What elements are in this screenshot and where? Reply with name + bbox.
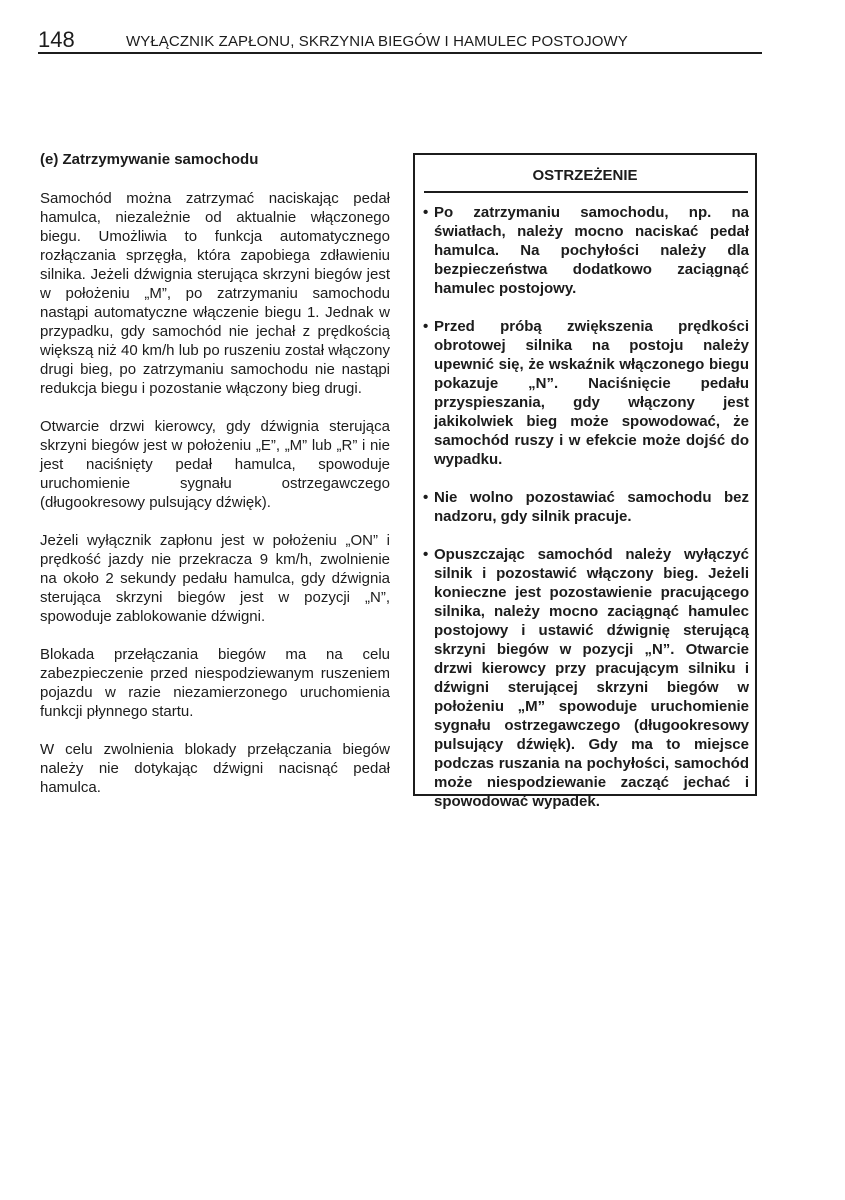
section-heading: (e) Zatrzymywanie samochodu [40,151,259,168]
paragraph-lock-purpose: Blokada przełączania biegów ma na celu zabezpieczenie przed niespodziewanym ruszeniem pojazdu w razie niezamierzonego uruchomienia funkcji płynnego startu. [40,646,390,720]
bullet-icon: • [423,318,429,335]
warning-title: OSTRZEŻENIE [532,167,638,184]
warning-list [423,203,749,830]
warning-item [423,317,749,469]
bullet-icon: • [423,489,429,506]
main-text-column [40,150,390,816]
warning-item-text: Opuszczając samochód należy wyłączyć silnik i pozostawić włączony bieg. Jeżeli konieczne jest pozostawienie pracującego silnika, należy mocno zaciągnąć hamulec postojowy i ustawić dźwignię sterującą skrzyni biegów w pozycji „N”. Otwarcie drzwi kierowcy przy pracującym silniku i dźwigni sterującej skrzyni biegów w położeniu „M” spowoduje uruchomienie sygnału ostrzegawczego (długookresowy pulsujący dźwięk). Gdy ma to miejsce podczas ruszania na pochyłości, samochód może niespodziewanie zacząć jechać i spowodować wypadek. [434,546,749,810]
warning-box [413,153,757,810]
warning-title-rule [424,191,748,193]
page-number: 148 [38,27,75,52]
bullet-icon: • [423,204,429,221]
warning-item [423,203,749,298]
header-rule [38,52,762,54]
paragraph-door-alarm: Otwarcie drzwi kierowcy, gdy dźwignia sterująca skrzyni biegów jest w położeniu „E”, „M” lub „R” i nie jest naciśnięty pedał hamulca, spowoduje uruchomienie sygnału ostrzegawczego (długookresowy pulsujący dźwięk). [40,418,390,511]
paragraph-lock-release: W celu zwolnienia blokady przełączania biegów należy nie dotykając dźwigni nacisnąć pedał hamulca. [40,741,390,796]
bullet-icon: • [423,546,429,563]
paragraph-lever-lock: Jeżeli wyłącznik zapłonu jest w położeniu „ON” i prędkość jazdy nie przekracza 9 km/h, zwolnienie na około 2 sekundy pedału hamulca, gdy dźwignia sterująca skrzyni biegów jest w pozycji „N”, spowoduje zablokowanie dźwigni. [40,532,390,625]
warning-item [423,545,749,811]
warning-item-text: Po zatrzymaniu samochodu, np. na światłach, należy mocno naciskać pedał hamulca. Na pochyłości należy dla bezpieczeństwa dodatkowo zaciągnąć hamulec postojowy. [434,204,749,297]
warning-item-text: Nie wolno pozostawiać samochodu bez nadzoru, gdy silnik pracuje. [434,489,749,525]
running-title: WYŁĄCZNIK ZAPŁONU, SKRZYNIA BIEGÓW I HAMULEC POSTOJOWY [126,33,628,50]
warning-item-text: Przed próbą zwiększenia prędkości obrotowej silnika na postoju należy upewnić się, że wskaźnik włączonego biegu pokazuje „N”. Naciśnięcie pedału przyspieszania, gdy włączony jest jakikolwiek bieg może spowodować, że samochód ruszy i w efekcie może dojść do wypadku. [434,318,749,468]
paragraph-stopping: Samochód można zatrzymać naciskając pedał hamulca, niezależnie od aktualnie włączonego biegu. Umożliwia to funkcja automatycznego rozłączania sprzęgła, która zapobiega zdławieniu silnika. Jeżeli dźwignia sterująca skrzyni biegów jest w położeniu „M”, po zatrzymaniu samochodu nastąpi automatyczne włączenie biegu 1. Jednak w przypadku, gdy samochód nie jechał z prędkością większą niż 40 km/h lub po ruszeniu został włączony drugi bieg, po zatrzymaniu samochodu nie nastąpi redukcja biegu i pozostanie włączony bieg drugi. [40,190,390,397]
page-header [38,28,762,54]
warning-item [423,488,749,526]
